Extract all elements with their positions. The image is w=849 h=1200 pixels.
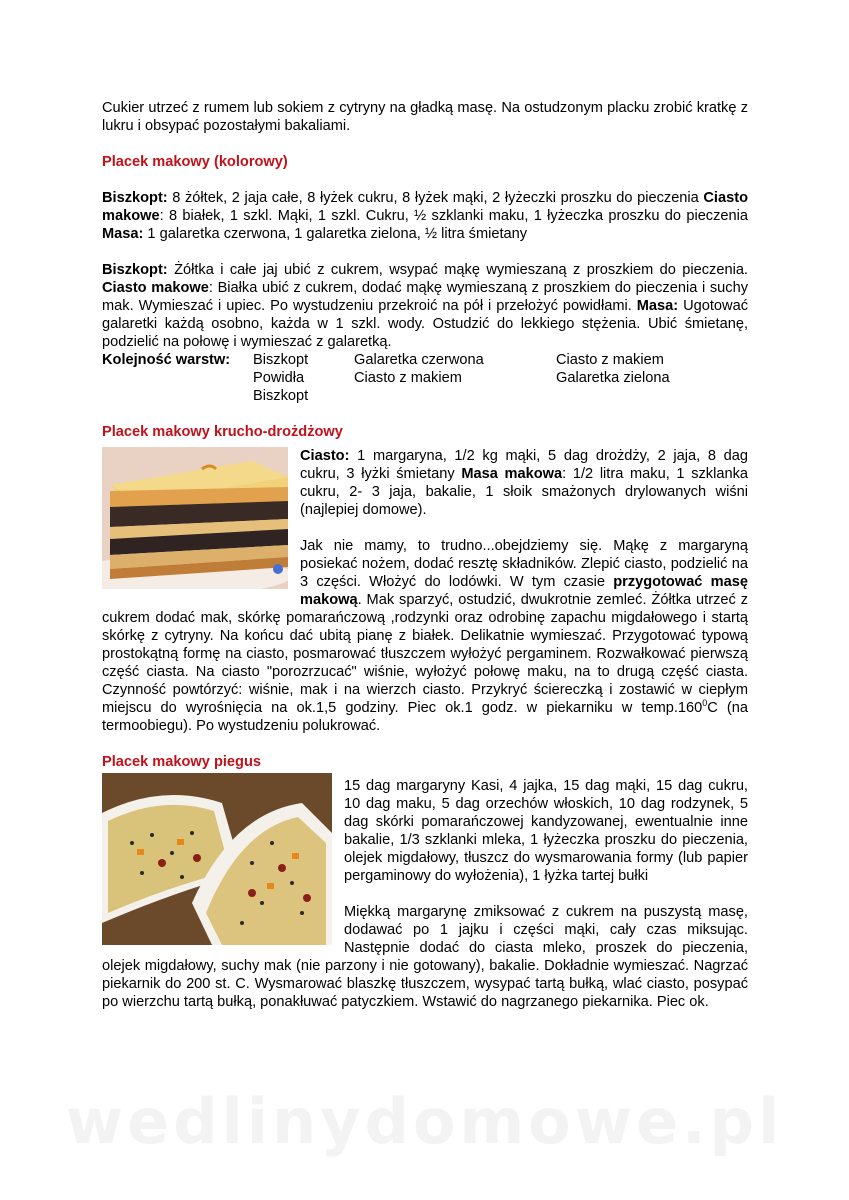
watermark-text: wedlinydomowe.pl [65,1085,784,1158]
text: 1 margaryna, 1/2 kg mąki, 5 dag drożdży, 2 jaja, 8 dag cukru, 3 łyżki śmietany [300,448,748,482]
recipe-3-preparation: Miękką margarynę zmiksować z cukrem na puszystą masę, dodawać po 1 jajku i części mąki, cały czas miksując. Następnie dodać do ciasta mleko, proszek do pieczenia, olejek migdałowy, suchy mak (nie parzony i nie gotowany), bakalie. Dokładnie wymieszać. Nagrzać piekarnik do 200 st. C. Wysmarować blaszkę tłuszczem, wysypać tartą bułką, wlać ciasto, posypać po wierzchu tartą bułką, ponakłuwać patyczkiem. Wstawić do nagrzanego piekarnika. Piec ok. [102,904,748,1010]
text: : Białka ubić z cukrem, dodać mąkę wymieszaną z proszkiem do pieczenia i suchy mak. Wymieszać i upiec. Po wystudzeniu przekroić na pół i przełożyć powidłami. [102,280,748,314]
text: . Mak sparzyć, ostudzić, dwukrotnie zemleć. Żółtka utrzeć z cukrem dodać mak, skórkę pomarańczową ,rodzynki oraz odrobinę zapachu migdałowego i startą skórkę z cytryny. Na końcu dać ubitą pianę z białek. Delikatnie wymieszać. Przygotować typową prostokątną formę na ciasto, posmarować tłuszczem wyłożyć pergaminem. Rozwałkować pierwszą część ciasta. Na ciasto "porozrzucać" wiśnie, wyłożyć połowę maku, na to drugą część ciasta. Czynność powtórzyć: wiśnie, mak i na wierzch ciasto. Przykryć ściereczką i zostawić w ciepłym miejscu do wyrośnięcia na ok.1,5 godziny. Piec ok.1 godz. w piekarniku w temp.160 [102,592,748,716]
layer-item: Biszkopt [253,352,309,368]
recipe-3-ingredients: 15 dag margaryny Kasi, 4 jajka, 15 dag mąki, 15 dag cukru, 10 dag maku, 5 dag orzechów włoskich, 10 dag rodzynek, 5 dag skórki pomarańczowej kandyzowanej, ewentualnie inne bakalie, 1/3 szklanki mleka, 1 łyżeczka proszku do pieczenia, olejek migdałowy, tłuszcz do wysmarowania formy (lub papier pergaminowy do wyłożenia), 1 łyżka tartej bułki [344,778,748,884]
layer-col-2 [354,351,556,405]
label: Biszkopt: [102,190,168,206]
layer-item: Ciasto z makiem [354,370,462,386]
text: C (na termoobiegu). Po wystudzeniu polukrować. [102,700,748,734]
layer-item: Ciasto z makiem [556,352,664,368]
layer-col-1 [253,351,354,405]
layer-item: Powidła [253,370,305,386]
layer-item: Biszkopt [253,388,309,404]
text: Ugotować galaretki każdą osobno, każda w 1 szkl. wody. Ostudzić do lekkiego stężenia. Ubić śmietanę, podzielić na połowę i wymieszać z galaretką. [102,298,749,350]
text: : 8 białek, 1 szkl. Mąki, 1 szkl. Cukru, ½ szklanki maku, 1 łyżeczka proszku do pieczenia [159,208,748,224]
label: przygotować masę makową [300,574,748,608]
label: Ciasto: [300,448,350,464]
label: Masa: [636,298,679,314]
intro-paragraph: Cukier utrzeć z rumem lub sokiem z cytryny na gładką masę. Na ostudzonym placku zrobić kratkę z lukru i obsypać pozostałymi bakaliami. [102,100,748,134]
label: Masa: [102,226,144,242]
text: 1 galaretka czerwona, 1 galaretka zielona, ½ litra śmietany [143,226,528,242]
recipe-2-title: Placek makowy krucho-drożdżowy [102,424,343,440]
layer-item: Galaretka czerwona [354,352,484,368]
cake-photo-slices [102,773,332,945]
text: Jak nie mamy, to trudno...obejdziemy się. Mąkę z margaryną posiekać nożem, dodać resztę składników. Zlepić ciasto, podzielić na 3 części. Włożyć do lodówki. W tym czasie [300,538,748,590]
label: Ciasto makowe [102,190,748,224]
layer-order-label: Kolejność warstw: [102,352,231,368]
recipe-3-title: Placek makowy piegus [102,754,261,770]
layer-order [102,351,748,405]
document-page [102,99,748,1011]
label: Ciasto makowe [102,280,209,296]
text: : 1/2 litra maku, 1 szklanka cukru, 2- 3 jaja, bakalie, 1 słoik smażonych drylowanych wiśni (najlepiej domowe). [300,466,748,518]
text: 8 żółtek, 2 jaja całe, 8 łyżek cukru, 8 łyżek mąki, 2 łyżeczki proszku do pieczenia [167,190,704,206]
recipe-1-title: Placek makowy (kolorowy) [102,154,288,170]
label: Masa makowa [461,466,563,482]
layer-col-3 [556,351,748,405]
text: Żółtka i całe jaj ubić z cukrem, wsypać mąkę wymieszaną z proszkiem do pieczenia. [167,262,748,278]
cake-photo-layered [102,447,288,589]
degree-sup: 0 [702,698,708,709]
recipe-1-ingredients [102,189,748,243]
label: Biszkopt: [102,262,168,278]
layer-item: Galaretka zielona [556,370,670,386]
recipe-1-preparation [102,261,748,351]
